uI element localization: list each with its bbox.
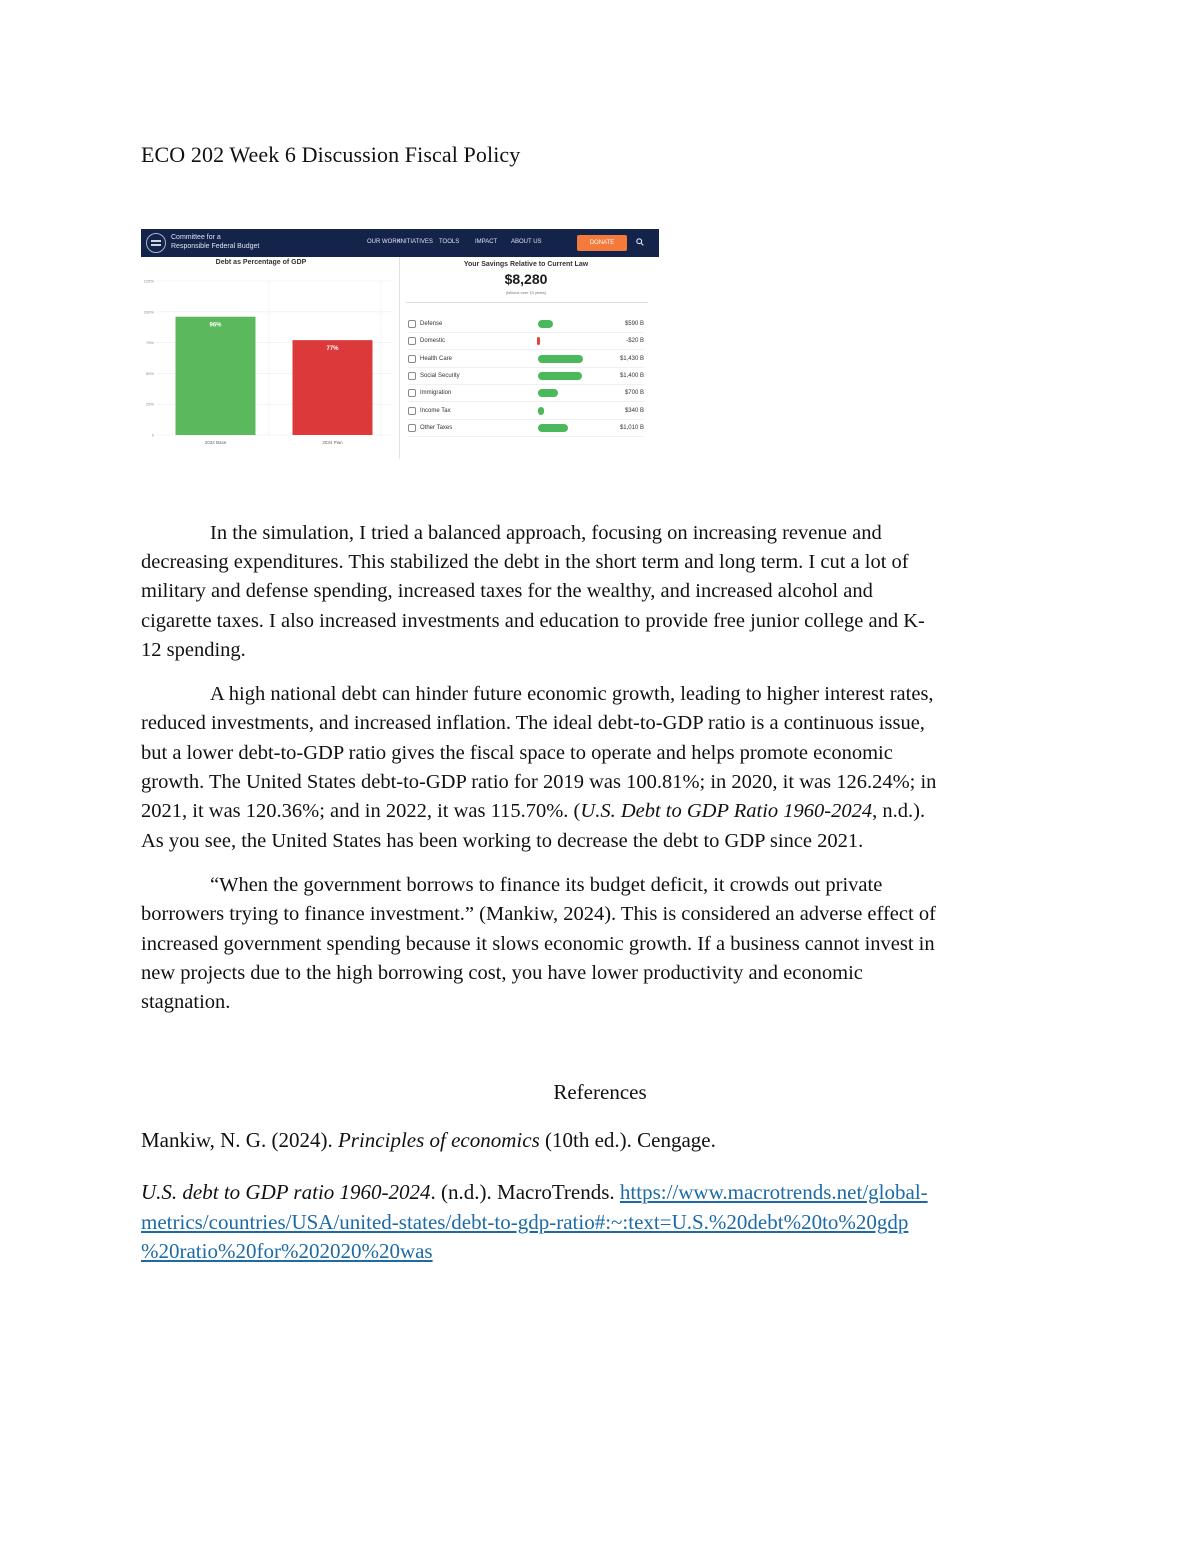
row-label: Social Security [420, 372, 460, 379]
logo-line-1: Committee for a [171, 234, 221, 241]
site-logo-text [171, 233, 259, 251]
reference-line [141, 1237, 433, 1266]
text-line: reduced investments, and increased inflation. The ideal debt-to-GDP ratio is a continuous issue, [141, 712, 925, 734]
category-icon [408, 407, 416, 415]
text-line: 12 spending. [141, 639, 246, 661]
savings-row [400, 351, 652, 368]
text-span: . (n.d.). MacroTrends. [430, 1180, 620, 1204]
savings-row [400, 403, 652, 420]
reference-mankiw [141, 1126, 716, 1155]
category-icon [408, 355, 416, 363]
text-line: As you see, the United States has been working to decrease the debt to GDP since 2021. [141, 830, 864, 852]
row-label: Defense [420, 321, 443, 327]
savings-subtitle: (billions over 10 years) [505, 290, 547, 295]
savings-panel [399, 257, 659, 459]
donate-button: DONATE [577, 235, 627, 251]
chart-x-axis [205, 440, 343, 445]
row-value: $1,400 B [619, 372, 644, 379]
reference-line [141, 1208, 908, 1237]
logo-icon [146, 233, 166, 253]
x-tick-label: 2034 Plan [322, 440, 343, 445]
nav-item-about-us: ABOUT US [511, 239, 542, 245]
row-divider [408, 436, 644, 437]
budget-simulator-screenshot [141, 229, 659, 459]
document-title: ECO 202 Week 6 Discussion Fiscal Policy [141, 142, 521, 167]
x-tick-label: 2034 Base [204, 440, 227, 445]
bar-1 [176, 317, 256, 435]
reference-link[interactable]: %20ratio%20for%202020%20was [141, 1239, 433, 1263]
text-line: increased government spending because it slows economic growth. If a business cannot invest in [141, 933, 935, 955]
row-label: Income Tax [420, 407, 451, 414]
y-tick-label: 75% [145, 340, 154, 346]
debt-gdp-bar-chart [141, 257, 399, 459]
category-icon [408, 389, 416, 397]
text-line: growth. The United States debt-to-GDP ratio for 2019 was 100.81%; in 2020, it was 126.24%; in [141, 771, 937, 793]
category-icon [408, 320, 416, 328]
reference-link[interactable]: https://www.macrotrends.net/global- [619, 1180, 928, 1204]
text-span: , n.d.). [872, 800, 926, 822]
row-bar [538, 320, 553, 328]
chart-title: Debt as Percentage of GDP [215, 259, 307, 266]
nav-item-tools: TOOLS [439, 239, 460, 245]
row-value: $700 B [624, 390, 644, 397]
text-line: new projects due to the high borrowing cost, you have lower productivity and economic [141, 962, 863, 984]
row-value: $1,430 B [619, 355, 644, 362]
text-line: cigarette taxes. I also increased investments and education to provide free junior college and K- [141, 610, 925, 632]
text-line: borrowers trying to finance investment.” (Mankiw, 2024). This is considered an adverse effect of [141, 903, 936, 925]
savings-row [400, 316, 652, 333]
text-span: Mankiw, N. G. (2024). [141, 1128, 338, 1152]
savings-title: Your Savings Relative to Current Law [463, 261, 589, 268]
chart-bars [176, 317, 373, 435]
bar-2 [293, 340, 373, 435]
reference-link[interactable]: metrics/countries/USA/united-states/debt-to-gdp-ratio#:~:text=U.S.%20debt%20to%20gdp [141, 1210, 909, 1234]
text-line: decreasing expenditures. This stabilized the debt in the short term and long term. I cut a lot of [141, 551, 909, 573]
text-span: (10th ed.). Cengage. [539, 1128, 716, 1152]
reference-line [141, 1178, 928, 1207]
text-line: A high national debt can hinder future economic growth, leading to higher interest rates, [210, 683, 934, 705]
row-value: $1,010 B [619, 424, 644, 431]
text-line: “When the government borrows to finance its budget deficit, it crowds out private [210, 874, 883, 896]
row-value: -$20 B [626, 338, 644, 345]
search-icon [636, 238, 644, 246]
category-icon [408, 372, 416, 380]
text-line: In the simulation, I tried a balanced approach, focusing on increasing revenue and [210, 522, 882, 544]
row-bar [538, 407, 544, 415]
savings-row [400, 385, 652, 402]
text-line: but a lower debt-to-GDP ratio gives the fiscal space to operate and helps promote economic [141, 742, 893, 764]
bar-data-label: 77% [326, 346, 339, 353]
references-heading: References [553, 1080, 647, 1104]
row-value: $590 B [624, 321, 644, 327]
y-tick-label: 50% [145, 370, 154, 376]
site-navbar [141, 229, 659, 257]
text-span: 2021, it was 120.36%; and in 2022, it was 115.70%. ( [141, 800, 581, 822]
chart-y-axis [144, 279, 155, 438]
savings-row [400, 368, 652, 385]
row-bar [538, 372, 582, 380]
book-title: Principles of economics [337, 1128, 540, 1152]
bar-data-label: 96% [209, 322, 222, 329]
text-line: stagnation. [141, 991, 231, 1013]
row-bar [538, 355, 583, 363]
nav-item-our-work: OUR WORK [367, 239, 401, 245]
row-bar [538, 424, 568, 432]
row-label: Health Care [420, 355, 453, 362]
row-bar [538, 389, 558, 397]
divider [406, 302, 648, 303]
row-label: Domestic [420, 338, 446, 345]
row-value: $340 B [624, 407, 644, 414]
y-tick-label: 100% [143, 309, 154, 315]
savings-row [400, 333, 652, 350]
nav-item-initiatives: INITIATIVES [399, 239, 433, 245]
row-label: Immigration [420, 390, 452, 397]
category-icon [408, 424, 416, 432]
text-line [141, 800, 925, 823]
savings-row [400, 420, 652, 437]
nav-item-impact: IMPACT [475, 239, 498, 245]
logo-line-2: Responsible Federal Budget [171, 243, 260, 250]
y-tick-label: 25% [145, 401, 154, 407]
row-bar [537, 337, 540, 345]
savings-amount: $8,280 [504, 271, 548, 287]
citation-title: U.S. Debt to GDP Ratio 1960-2024 [580, 800, 873, 822]
y-tick-label: 125% [143, 278, 154, 284]
source-title: U.S. debt to GDP ratio 1960-2024 [141, 1180, 431, 1204]
row-label: Other Taxes [420, 424, 453, 431]
text-line: military and defense spending, increased taxes for the wealthy, and increased alcohol and [141, 580, 873, 602]
y-tick-label: 0 [151, 432, 154, 438]
category-icon [408, 337, 416, 345]
